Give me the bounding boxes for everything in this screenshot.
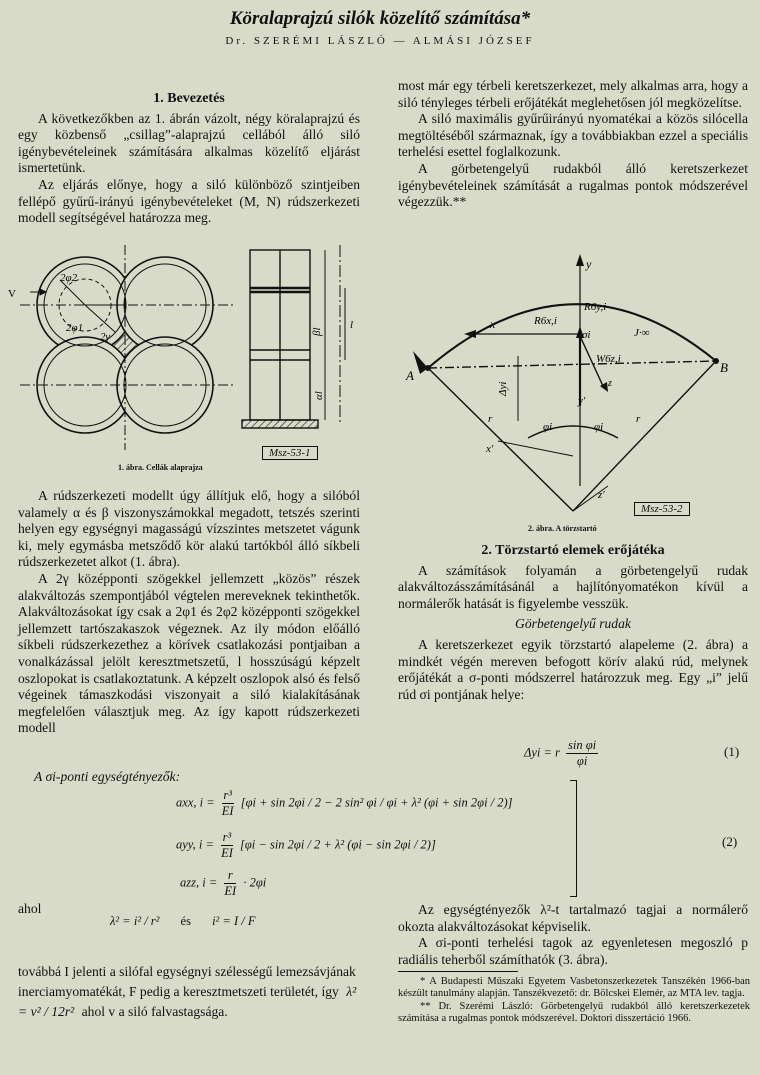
label-v: V <box>8 288 16 300</box>
azz-body: · 2φi <box>243 875 267 890</box>
axx-frac-den: EI <box>221 804 234 818</box>
footnote-1: * A Budapesti Műszaki Egyetem Vasbetonszerkezetek Tanszékén 1966-ban készült tanulmány alapján. Tanszékvezető: dr. Bölcskei Elemér, az MTA lev. tagja. <box>398 976 750 1000</box>
label-2phi2: 2φ2 <box>60 272 78 284</box>
unit-factors-intro: A σi-ponti egységtényezők: <box>34 769 181 784</box>
fig2-label-yprime: y' <box>578 395 586 407</box>
equation-1-denominator: φi <box>576 754 588 768</box>
section2-subheading: Görbetengelyű rudak <box>515 616 631 632</box>
fig2-label-dy: Δyi <box>497 381 509 396</box>
equation-1-number: (1) <box>724 744 740 759</box>
col2-paragraph-2: A siló maximális gyűrűirányú nyomatékai a közös silócella megtöltéséből származnak, így a továbbiakban ezzel a speciális terhelési esettel foglalkozunk. <box>398 111 748 160</box>
equation-1-numerator: sin φi <box>568 738 597 752</box>
figure-2-main-girder <box>398 246 750 516</box>
fig2-label-phi-left: φi <box>543 421 553 433</box>
section2-paragraph-1: A számítások folyamán a görbetengelyű rudak alakváltozásszámításánál a hajlítónyomatékon kívül a normálerők hatását is figyelembe vesszük. <box>398 562 748 611</box>
figure-1-cells-plan <box>0 240 370 480</box>
footnote-2: ** Dr. Szerémi László: Görbetengelyű rudakból álló keretszerkezetek számítása a rugalmas pontok módszerével. Doktori disszertáció 1966. <box>398 1000 750 1025</box>
fig2-label-r-right: r <box>636 413 641 425</box>
label-2gamma: 2γ <box>100 331 110 343</box>
bottom-text-1: továbbá I jelenti a silófal egységnyi szélességű lemezsávjának inerciamyomatékát, F pedig a keresztmetszeti területét, így <box>18 964 356 999</box>
right-after-equation <box>398 902 748 968</box>
section1-paragraph-4: A 2γ középponti szögekkel jellemzett „közös” részek alakváltozás szempontjából végtelen mereveknek tekinthetők. Alakváltozásokat így csak a 2φ1 és 2φ2 középponti szögekkel jellemzett tartószakaszok végeznek. Az ily módon előálló síkbeli rúdszerkezethez a körívek csatlakozási pontjaiban a vonalkázással jelölt keresztmetszetű, l hosszúságú képzelt oszlopokat is csatlakoztatunk. A képzelt oszlopok alsó és felső végeinek támaszkodási viszonyait a siló kialakításának megfelelően választjuk meg. Az így kapott rúdszerkezeti modell <box>18 570 360 736</box>
fig2-label-z: z <box>608 378 612 389</box>
lambda-definition <box>110 914 256 929</box>
figure-2-tag: Msz-53-2 <box>634 502 690 516</box>
lambda-eq-2: i² = I / F <box>212 914 256 928</box>
section1-heading: 1. Bevezetés <box>153 91 225 106</box>
equation-2-number: (2) <box>722 834 738 849</box>
fig2-label-x: x <box>490 317 496 331</box>
column-left <box>18 91 360 227</box>
fig2-label-b: B <box>720 360 728 375</box>
section2-heading: 2. Törzstartó elemek erőjátéka <box>481 543 665 558</box>
figure-2-caption: 2. ábra. A törzstartó <box>528 524 597 533</box>
label-l: l <box>350 319 354 331</box>
fig2-label-j: J·∞ <box>634 327 650 339</box>
section1-paragraph-1: A következőkben az 1. ábrán vázolt, négy köralaprajzú és egy közbenső „csillag”-alaprajzú cellából álló siló igénybevételeinek számítására alkalmas közelítő eljárást ismertetünk. <box>18 110 360 176</box>
equation-azz <box>180 868 266 899</box>
paper-title: Köralaprajzú silók közelítő számítása* <box>229 8 531 29</box>
paper-authors: Dr. SZERÉMI LÁSZLÓ — ALMÁSI JÓZSEF <box>225 35 535 47</box>
label-beta-l: βl <box>311 327 323 336</box>
equation-axx <box>176 788 513 819</box>
label-2phi1: 2φ1 <box>66 322 84 334</box>
equation-1 <box>524 738 598 769</box>
axx-body: [φi + sin 2φi / 2 − 2 sin² φi / φi + λ² (φi + sin 2φi / 2)] <box>240 795 513 810</box>
ayy-frac-den: EI <box>221 846 233 860</box>
section1-paragraph-2: Az eljárás előnye, hogy a siló különböző szintjeiben fellépő gyűrű-irányú igénybevételeket (M, N) rúdszerkezeti modell segítségével határozza meg. <box>18 176 360 226</box>
azz-lhs: azz, i = <box>180 875 218 890</box>
fig2-label-w6z: W6z,i <box>596 353 621 365</box>
label-alpha-l: αl <box>313 391 325 400</box>
bottom-text-3: ahol v a siló falvastagsága. <box>81 1004 228 1019</box>
fig2-label-r6x: R6x,i <box>534 315 557 327</box>
fig2-label-zprime: z' <box>598 489 605 501</box>
fig2-label-sigma: σi <box>582 329 591 341</box>
column-right-lower <box>398 543 748 703</box>
equation-1-lhs: Δyi = r <box>524 745 560 760</box>
azz-frac-num: r <box>224 868 236 884</box>
bottom-left-text <box>18 962 368 1022</box>
col2-paragraph-1: most már egy térbeli keretszerkezet, mely alkalmas arra, hogy a siló tényleges térbeli erőjátékát meglehetősen jól megközelítse. <box>398 78 748 110</box>
right-after-p2: A σi-ponti terhelési tagok az egyenletesen megoszló p radiális teherből számíthatók (3. ábra). <box>398 935 748 967</box>
fig2-label-r-left: r <box>488 413 493 425</box>
ayy-frac-num: r³ <box>222 830 232 844</box>
figure-1-caption: 1. ábra. Cellák alaprajza <box>118 463 203 472</box>
figure-1-tag: Msz-53-1 <box>262 446 318 460</box>
section2-paragraph-2: A keretszerkezet egyik törzstartó alapeleme (2. ábra) a mindkét végén mereven befogott körív alakú rúd, melynek erőjátékát a σ-ponti módszerrel határozzuk meg. Egy „i” jelű rúd σi pontjának helye: <box>398 636 748 702</box>
ayy-lhs: ayy, i = <box>176 837 214 852</box>
fig2-label-xprime: x' <box>486 443 494 455</box>
fig2-label-a: A <box>406 368 414 383</box>
axx-lhs: axx, i = <box>176 795 215 810</box>
fig2-label-phi-right: φi <box>594 421 604 433</box>
column-left-lower <box>18 488 360 737</box>
lambda-eq-1: λ² = i² / r² <box>110 914 160 928</box>
equation-2-brace <box>570 780 577 897</box>
footnotes <box>398 976 750 1026</box>
ahol-label: ahol <box>18 901 42 916</box>
lambda-es: és <box>180 914 191 928</box>
fig2-label-y: y <box>586 257 592 271</box>
footnote-divider <box>398 971 518 972</box>
azz-frac-den: EI <box>224 884 237 898</box>
section1-paragraph-3: A rúdszerkezeti modellt úgy állítjuk elő, hogy a silóból valamely α és β viszonyszámokkal megadott, tetszés szerinti helyen egy egységnyi magasságú vízszintes metszetet vágunk ki, mely egymásba metsződő kör alakú tartókból álló síkbeli rúdszerkezetet alkot (1. ábra). <box>18 488 360 570</box>
equation-ayy <box>176 830 436 861</box>
ayy-body: [φi − sin 2φi / 2 + λ² (φi − sin 2φi / 2)] <box>240 837 436 852</box>
right-after-p1: Az egységtényezők λ²-t tartalmazó tagjai a normálerő okozta alakváltozásokat képviselik. <box>398 902 748 934</box>
column-right <box>398 78 748 211</box>
axx-frac-num: r³ <box>223 788 232 802</box>
col2-paragraph-3: A görbetengelyű rudakból álló keretszerkezet igénybevételeinek számítását a rugalmas pontok módszerével végezzük.** <box>398 160 748 210</box>
fig2-label-r6y: R6y,i <box>584 301 607 313</box>
bottom-text-lambda: λ² = v² / 12r² <box>18 984 357 1019</box>
